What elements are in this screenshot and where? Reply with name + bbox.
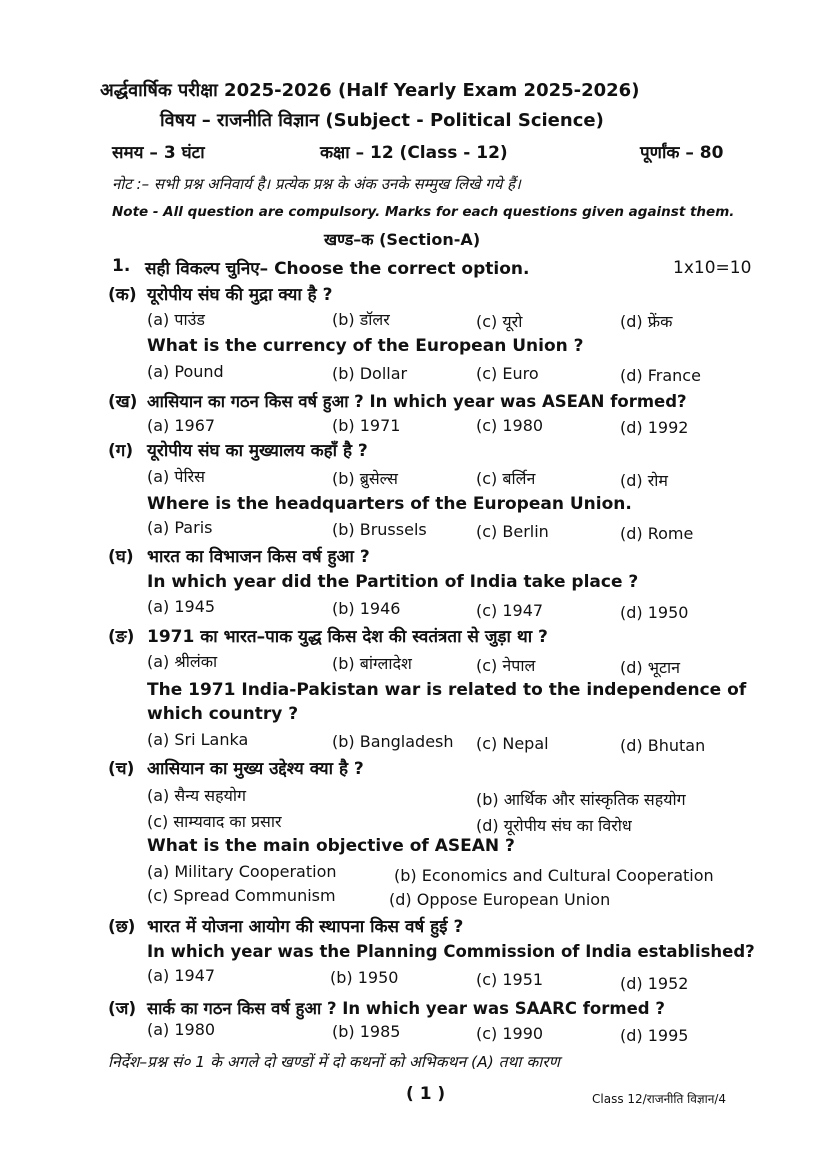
- option-a: (a) Pound: [147, 362, 224, 381]
- subq-label: (घ): [108, 547, 134, 567]
- note-hindi: नोट :– सभी प्रश्न अनिवार्य है। प्रत्येक प्रश्न के अंक उनके सम्मुख लिखे गये हैं।: [112, 175, 521, 193]
- option-d: (d) 1995: [620, 1026, 689, 1045]
- option-a: (a) पाउंड: [147, 310, 205, 329]
- option-c: (c) 1980: [476, 416, 544, 435]
- option-b: (b) बांग्लादेश: [332, 654, 412, 673]
- option-d: (d) Bhutan: [620, 736, 706, 755]
- subq-text-english: The 1971 India-Pakistan war is related to the independence of: [147, 680, 747, 700]
- option-d: (d) यूरोपीय संघ का विरोध: [476, 816, 632, 835]
- section-heading: खण्ड–क (Section-A): [324, 230, 481, 249]
- option-b: (b) 1950: [330, 968, 399, 987]
- subq-text-english: What is the currency of the European Union ?: [147, 336, 584, 356]
- option-d: (d) Oppose European Union: [389, 890, 611, 909]
- option-b: (b) 1946: [332, 599, 401, 618]
- subq-label: (ख): [108, 392, 138, 412]
- subq-text-hindi: आसियान का मुख्य उद्देश्य क्या है ?: [147, 759, 364, 779]
- subq-label: (ङ): [108, 627, 135, 647]
- option-b: (b) Dollar: [332, 364, 408, 383]
- option-b: (b) Economics and Cultural Cooperation: [394, 866, 714, 885]
- option-a: (a) 1947: [147, 966, 216, 985]
- option-a: (a) 1945: [147, 597, 216, 616]
- class-label: कक्षा – 12 (Class - 12): [320, 143, 508, 163]
- option-c: (c) 1951: [476, 970, 544, 989]
- option-a: (a) सैन्य सहयोग: [147, 786, 247, 805]
- option-c: (c) Berlin: [476, 522, 549, 541]
- option-d: (d) 1952: [620, 974, 689, 993]
- subject-line: विषय – राजनीति विज्ञान (Subject - Political Science): [160, 110, 604, 131]
- subq-text-hindi: भारत का विभाजन किस वर्ष हुआ ?: [147, 547, 370, 567]
- subq-text-hindi: भारत में योजना आयोग की स्थापना किस वर्ष हुई ?: [147, 917, 464, 937]
- option-b: (b) Brussels: [332, 520, 427, 539]
- option-b: (b) ब्रुसेल्स: [332, 469, 398, 488]
- option-b: (b) 1971: [332, 416, 401, 435]
- option-c: (c) साम्यवाद का प्रसार: [147, 812, 282, 831]
- option-d: (d) रोम: [620, 471, 668, 490]
- option-b: (b) आर्थिक और सांस्कृतिक सहयोग: [476, 790, 686, 809]
- option-a: (a) 1980: [147, 1020, 216, 1039]
- note-english: Note - All question are compulsory. Marks for each questions given against them.: [112, 204, 735, 220]
- option-b: (b) डॉलर: [332, 310, 390, 329]
- option-a: (a) Sri Lanka: [147, 730, 249, 749]
- subq-text-english-cont: which country ?: [147, 704, 299, 724]
- option-c: (c) बर्लिन: [476, 469, 536, 488]
- option-d: (d) 1950: [620, 603, 689, 622]
- question-number: 1.: [112, 256, 131, 276]
- subq-text-english: Where is the headquarters of the European Union.: [147, 494, 632, 514]
- option-b: (b) Bangladesh: [332, 732, 454, 751]
- option-a: (a) Paris: [147, 518, 213, 537]
- subq-text-hindi: सार्क का गठन किस वर्ष हुआ ? In which year was SAARC formed ?: [147, 999, 665, 1018]
- option-a: (a) श्रीलंका: [147, 652, 218, 671]
- subq-text-hindi: 1971 का भारत–पाक युद्ध किस देश की स्वतंत्रता से जुड़ा था ?: [147, 627, 548, 647]
- page-number: ( 1 ): [406, 1084, 446, 1104]
- question-marks: 1x10=10: [673, 258, 752, 278]
- subq-text-hindi: यूरोपीय संघ की मुद्रा क्या है ?: [147, 285, 333, 305]
- option-a: (a) पेरिस: [147, 467, 205, 486]
- subq-text-hindi: यूरोपीय संघ का मुख्यालय कहाँ है ?: [147, 441, 368, 461]
- option-d: (d) Rome: [620, 524, 694, 543]
- subq-text-english: In which year was the Planning Commission of India established?: [147, 942, 755, 961]
- option-d: (d) भूटान: [620, 658, 681, 677]
- question-instruction: सही विकल्प चुनिए– Choose the correct option.: [145, 259, 530, 279]
- max-marks: पूर्णांक – 80: [640, 143, 724, 163]
- subq-label: (क): [108, 285, 137, 305]
- option-c: (c) Euro: [476, 364, 539, 383]
- subq-label: (च): [108, 759, 135, 779]
- option-a: (a) Military Cooperation: [147, 862, 337, 881]
- option-c: (c) 1947: [476, 601, 544, 620]
- option-d: (d) फ्रेंक: [620, 312, 673, 331]
- subq-text-english: What is the main objective of ASEAN ?: [147, 836, 515, 856]
- subq-label: (ज): [108, 999, 137, 1019]
- option-c: (c) यूरो: [476, 312, 523, 331]
- subq-label: (छ): [108, 917, 136, 937]
- option-d: (d) France: [620, 366, 701, 385]
- exam-title: अर्द्धवार्षिक परीक्षा 2025-2026 (Half Yearly Exam 2025-2026): [100, 80, 640, 101]
- option-a: (a) 1967: [147, 416, 216, 435]
- subq-text-english: In which year did the Partition of India take place ?: [147, 572, 639, 592]
- subq-label: (ग): [108, 441, 134, 461]
- option-c: (c) 1990: [476, 1024, 544, 1043]
- time-allowed: समय – 3 घंटा: [112, 143, 205, 163]
- paper-code: Class 12/राजनीति विज्ञान/4: [592, 1092, 727, 1106]
- next-instruction: निर्देश–प्रश्न सं० 1 के अगले दो खण्डों में दो कथनों को अभिकथन (A) तथा कारण: [108, 1053, 560, 1071]
- option-c: (c) Spread Communism: [147, 886, 336, 905]
- option-c: (c) Nepal: [476, 734, 549, 753]
- option-b: (b) 1985: [332, 1022, 401, 1041]
- option-c: (c) नेपाल: [476, 656, 536, 675]
- subq-text-hindi: आसियान का गठन किस वर्ष हुआ ? In which year was ASEAN formed?: [147, 392, 687, 411]
- option-d: (d) 1992: [620, 418, 689, 437]
